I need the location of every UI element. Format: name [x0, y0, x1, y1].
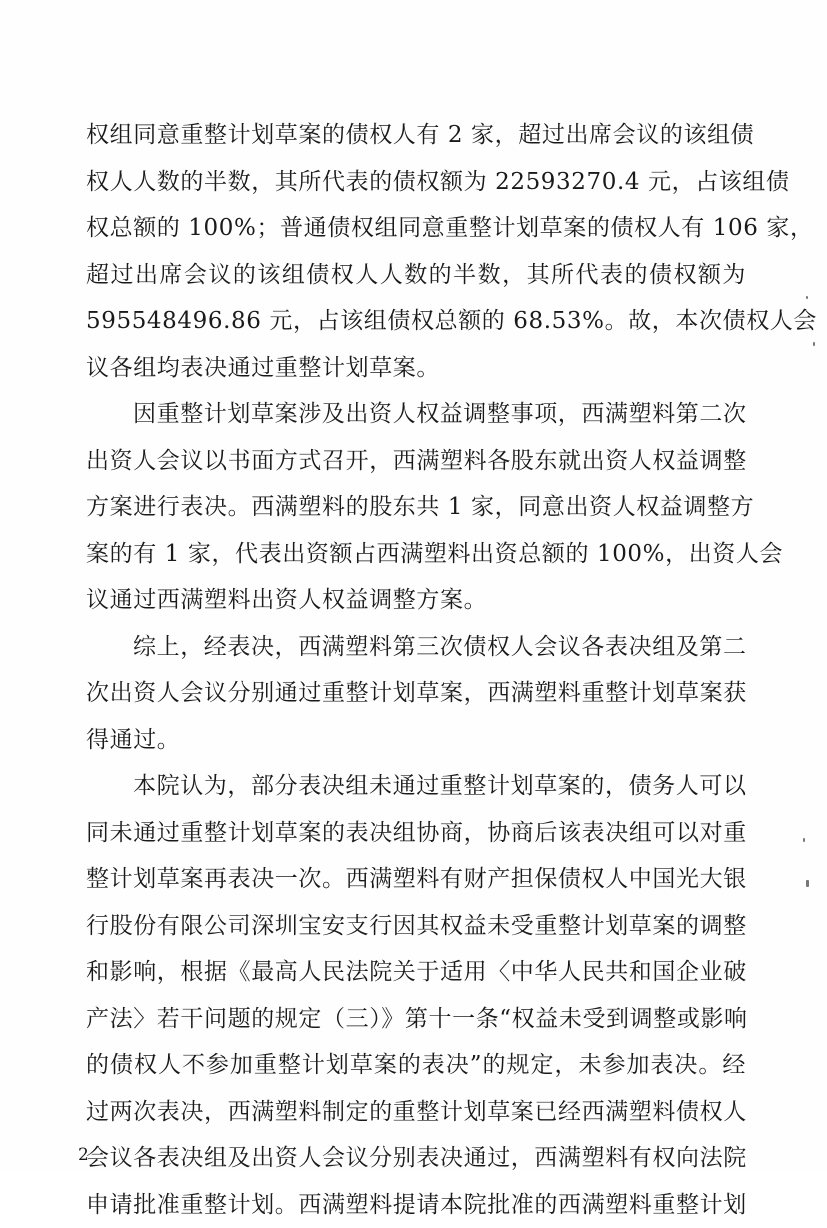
paragraph-start-line: 综上，经表决，西满塑料第三次债权人会议各表决组及第二	[86, 624, 746, 671]
page-number: 2	[78, 1145, 89, 1165]
text-line: 申请批准重整计划。西满塑料提请本院批准的西满塑料重整计划	[86, 1182, 746, 1228]
text-line: 超过出席会议的该组债权人人数的半数，其所代表的债权额为	[86, 252, 746, 299]
text-line: 方案进行表决。西满塑料的股东共 1 家，同意出资人权益调整方	[86, 484, 746, 531]
scan-speck	[806, 880, 809, 887]
text-line: 整计划草案再表决一次。西满塑料有财产担保债权人中国光大银	[86, 856, 746, 903]
text-line: 出资人会议以书面方式召开，西满塑料各股东就出资人权益调整	[86, 438, 746, 485]
paragraph-start-line: 本院认为，部分表决组未通过重整计划草案的，债务人可以	[86, 763, 746, 810]
text-line: 595548496.86 元，占该组债权总额的 68.53%。故，本次债权人会	[86, 298, 746, 345]
text-line: 议通过西满塑料出资人权益调整方案。	[86, 577, 746, 624]
text-line: 议各组均表决通过重整计划草案。	[86, 345, 746, 392]
text-line: 的债权人不参加重整计划草案的表决”的规定，未参加表决。经	[86, 1042, 746, 1089]
text-line: 和影响，根据《最高人民法院关于适用〈中华人民共和国企业破	[86, 949, 746, 996]
text-line: 案的有 1 家，代表出资额占西满塑料出资总额的 100%，出资人会	[86, 531, 746, 578]
paragraph-start-line: 因重整计划草案涉及出资人权益调整事项，西满塑料第二次	[86, 391, 746, 438]
text-line: 过两次表决，西满塑料制定的重整计划草案已经西满塑料债权人	[86, 1089, 746, 1136]
scan-speck	[806, 296, 808, 299]
scan-speck	[813, 342, 815, 346]
text-line: 同未通过重整计划草案的表决组协商，协商后该表决组可以对重	[86, 810, 746, 857]
text-line: 产法〉若干问题的规定（三）》第十一条“权益未受到调整或影响	[86, 996, 746, 1043]
scan-speck	[803, 838, 805, 842]
text-line: 权人人数的半数，其所代表的债权额为 22593270.4 元，占该组债	[86, 159, 746, 206]
text-line: 权组同意重整计划草案的债权人有 2 家，超过出席会议的该组债	[86, 112, 746, 159]
body-text	[86, 112, 746, 1228]
text-line: 行股份有限公司深圳宝安支行因其权益未受重整计划草案的调整	[86, 903, 746, 950]
text-line: 得通过。	[86, 717, 746, 764]
text-line: 会议各表决组及出资人会议分别表决通过，西满塑料有权向法院	[86, 1135, 746, 1182]
text-line: 次出资人会议分别通过重整计划草案，西满塑料重整计划草案获	[86, 670, 746, 717]
text-line: 权总额的 100%；普通债权组同意重整计划草案的债权人有 106 家，	[86, 205, 746, 252]
